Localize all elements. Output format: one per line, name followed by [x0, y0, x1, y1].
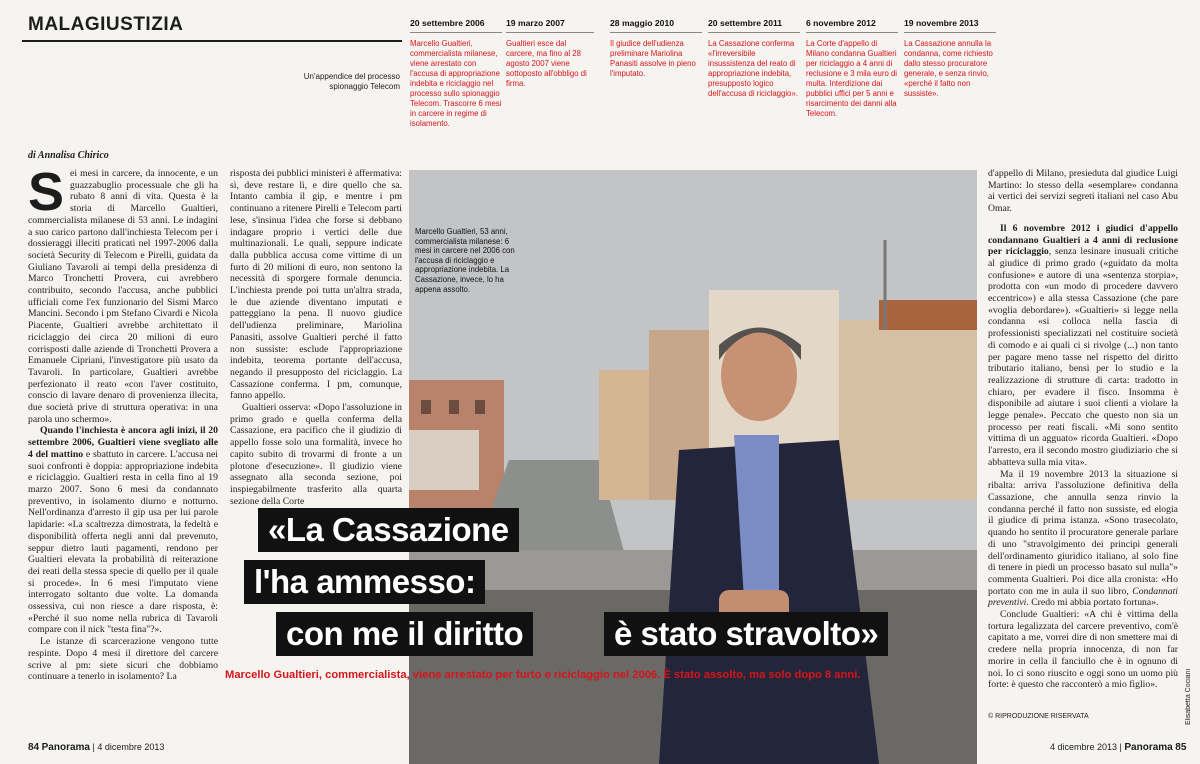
copyright-notice: © RIPRODUZIONE RISERVATA — [988, 713, 1089, 720]
intro-note: Un'appendice del processo spionaggio Telecom — [303, 72, 400, 91]
byline: di Annalisa Chirico — [28, 150, 109, 161]
timeline-text: Gualtieri esce dal carcere, ma fino al 28 agosto 2007 viene sottoposto all'obbligo di firma. — [506, 39, 587, 88]
paragraph: . Credo mi abbia portato fortuna». — [1026, 597, 1159, 609]
timeline-date: 6 novembre 2012 — [806, 18, 898, 33]
highlight-text: Il 6 novembre 2012 i giudici d'appello condannano Gualtieri a 4 anni di reclusione per riciclaggio — [988, 222, 1178, 258]
article-column-3 — [988, 168, 1178, 691]
pull-quote-line: con me il diritto — [276, 612, 533, 656]
subtitle: Marcello Gualtieri, commercialista, viene arrestato per furto e riciclaggio nel 2006. È stato assolto, ma solo dopo 8 anni. — [225, 669, 861, 681]
timeline-item — [506, 18, 594, 89]
issue-date: 4 dicembre 2013 — [97, 742, 165, 752]
timeline-date: 20 settembre 2006 — [410, 18, 502, 33]
footer-left: 84 Panorama | 4 dicembre 2013 — [28, 742, 165, 753]
page-number: 85 — [1175, 742, 1187, 753]
timeline-item — [708, 18, 800, 99]
book-title: Condannati preventivi — [988, 585, 1178, 609]
paragraph: e sbattuto in carcere. L'accusa nei suoi confronti è doppia: appropriazione indebita e riciclaggio. Gualtieri resta in cella fino al 19 marzo 2007. Sono 6 mesi da condannato preventivo, in isolamento diurno e notturno. Nell'ordinanza d'arresto il gip usa per lui parole lapidarie: «La scaltrezza dimostrata, la fedeltà e disponibilità offerta negli anni dal prevenuto, seppur dietro lauti pagamenti, rendono per Gualtieri elevata la probabilità di reiterazione dei reati della stessa specie di quello per il quale si procede». In 6 mesi l'imputato viene interrogato soltanto due volte. La domanda ossessiva, cui non riesce a dare risposta, è: «Perché il suo nome nella rubrica di Tavaroli compare con il nick "testa fina"?». — [28, 448, 218, 636]
timeline-item — [904, 18, 996, 99]
pull-quote-line: è stato stravolto» — [604, 612, 888, 656]
paragraph: ei mesi in carcere, da innocente, e un guazzabuglio processuale che gli ha rubato 8 anni di vita. Questa è la storia di Marcello Gualtieri, commercialista milanese di 53 anni. Le indagini a suo carico partono dall'inchiesta Telecom per i dossieraggi illeciti praticati nel 1997-2006 dalla società Security di Telecom e Pirelli, guidata da Giuliano Tavaroli ai tempi della presidenza di Marco Tronchetti Provera, cui avrebbero contribuito, secondo l'accusa, anche pubblici ufficiali come l'ex funzionario del Sismi Marco Mancini. Secondo i pm Stefano Civardi e Nicola Piacente, Gualtieri avrebbe architettato il riciclaggio dei circa 20 milioni di euro corrisposti dalle aziende di Tronchetti Provera a Emanuele Cipriani, l'investigatore più usato da Tavaroli. In particolare, Gualtieri avrebbe perfezionato il reato «con l'aver costituito, conscio di lavare denaro di provenienza illecita, due società prive di struttura operativa: in una parola uno schermo». — [28, 168, 218, 425]
timeline-item — [410, 18, 502, 129]
timeline-text: La Corte d'appello di Milano condanna Gualtieri per riciclaggio a 4 anni di reclusione e 3 mila euro di multa. Interdizione dai pubblici uffici per 5 anni e risarcimento dei danni alla Telecom. — [806, 39, 898, 118]
photo-caption: Marcello Gualtieri, 53 anni, commercialista milanese: 6 mesi in carcere nel 2006 con l'accusa di riciclaggio e appropriazione indebita. La Cassazione, invece, lo ha appena assolto. — [415, 227, 515, 294]
timeline-date: 19 marzo 2007 — [506, 18, 594, 33]
article-column-1 — [28, 162, 218, 683]
highlight-text: Quando l'inchiesta è ancora agli inizi, il 20 settembre 2006, Gualtieri viene svegliato alle 4 del mattino — [28, 425, 218, 460]
timeline-date: 28 maggio 2010 — [610, 18, 702, 33]
timeline-text: La Cassazione conferma «l'irreversibile insussistenza del reato di appropriazione indebita, presupposto logico dell'accusa di riciclaggio». — [708, 39, 798, 98]
magazine-name: Panorama — [41, 742, 90, 753]
drop-cap: S — [28, 162, 65, 222]
timeline-date: 20 settembre 2011 — [708, 18, 800, 33]
pull-quote-line: «La Cassazione — [258, 508, 519, 552]
timeline-text: La Cassazione annulla la condanna, come richiesto dallo stesso procuratore generale, e senza rinvio, «perché il fatto non sussiste». — [904, 39, 993, 98]
timeline-text: Il giudice dell'udienza preliminare Mariolina Panasiti assolve in pieno l'imputato. — [610, 39, 696, 78]
pull-quote-line: l'ha ammesso: — [244, 560, 485, 604]
paragraph: , senza lesinare inusuali critiche al giudice di primo grado («guidato da molta confusione» e autore di una «sentenza storpia», prodotta con «un modo di procedere davvero eccentrico») e alla stessa Cassazione (che pare «voglia debordare»). «Gualtieri» si legge nella condanna «si colloca nella fascia di professionisti specializzati nel costituire società di comodo e ai quali ci si rivolge (...) non tanto per pagare meno tasse nel rispetto del diritto tributario italiano, bensì per lo studio e la realizzazione di strutture di carta: tradotto in chiaro, per evadere il fisco. Insomma è disponibile ad aiutare i suoi clienti a violare la legge penale». Peccato che questo non sia un processo per reati fiscali. «Mi sono sentito vittima di un agguato» ricorda Gualtieri. «Dopo l'arresto, era il secondo mostro giudiziario che si abbatteva sulla mia vita». — [988, 246, 1178, 468]
timeline-item — [806, 18, 898, 119]
section-rule — [22, 40, 402, 42]
paragraph: Ma il 19 novembre 2013 la situazione si ribalta: arriva l'assoluzione definitiva della Cassazione, che annulla senza rinvio la condanna perché il fatto non sussiste, ed elogia il giudice di prima istanza. «Sono trasecolato, quando ho sentito il procuratore generale parlare di uno "stravolgimento dei principi generali dell'ordinamento giuridico italiano, al solo fine di tenere in piedi un processo basato sul nulla"» commenta Gualtieri. Poi dice alla cronista: «Ho portato con me in aula il suo libro, — [988, 468, 1178, 597]
timeline-date: 19 novembre 2013 — [904, 18, 996, 33]
article-column-2 — [230, 168, 402, 507]
paragraph: d'appello di Milano, presieduta dal giudice Luigi Martino: lo stesso della «esemplare» condanna ai vertici dei servizi segreti italiani nel caso Abu Omar. — [988, 168, 1178, 215]
footer-right: 4 dicembre 2013 | Panorama 85 — [1050, 742, 1187, 753]
magazine-name: Panorama — [1124, 742, 1173, 753]
timeline-text: Marcello Gualtieri, commercialista milanese, viene arrestato con l'accusa di appropriazione indebita e riciclaggio nel processo sullo spionaggio Telecom. Trascorre 6 mesi in carcere in regime di isolamento. — [410, 39, 502, 128]
photo-credit: Elisabetta Cociani — [1185, 669, 1192, 726]
section-title: MALAGIUSTIZIA — [28, 14, 184, 35]
issue-date: 4 dicembre 2013 — [1050, 742, 1118, 752]
paragraph: Gualtieri osserva: «Dopo l'assoluzione in primo grado e quella conferma della Cassazione, era pacifico che il giudizio di appello fosse solo una formalità, invece ho capito subito di trovarmi di fronte a un plotone d'esecuzione». Il giudizio viene assegnato alla seconda sezione, poi inspiegabilmente trasferito alla quarta sezione della Corte — [230, 402, 402, 507]
timeline-item — [610, 18, 702, 79]
paragraph: Le istanze di scarcerazione vengono tutte respinte. Dopo 4 mesi il direttore del carcere scrive al pm: siete sicuri che dobbiamo continuare a tenerlo in isolamento? La — [28, 636, 218, 683]
paragraph: Conclude Gualtieri: «A chi è vittima della tortura legalizzata del carcere preventivo, com'è capitato a me, vorrei dire di non smettere mai di credere nella propria innocenza, di non far morire in cella il fanciullo che è in ognuno di noi. Io ci sono riuscito e oggi sono un uomo più forte: è questo che racconterò a mio figlio». — [988, 609, 1178, 691]
page-number: 84 — [28, 742, 40, 753]
paragraph: risposta dei pubblici ministeri è affermativa: sì, deve restare lì, e dire quello che sa. Intanto cambia il gip, e mentre i pm continuano a ritenere Pirelli e Telecom parti lese, s'insinua l'idea che forse si debbano indagare proprio i vertici delle due multinazionali. Le quali, seppure indicate dalla pubblica accusa come vittime di un furto di 20 milioni di euro, non sentono la necessità di sporgere formale denuncia. L'inchiesta prende poi tutta un'altra strada, le due aziende diventano imputati e patteggiano la pena. Il nuovo giudice dell'udienza preliminare, Mariolina Panasiti, assolve Gualtieri perché il fatto non sussiste: esclude l'appropriazione indebita, teorema portante dell'accusa, negando il presupposto del riciclaggio. La Cassazione conferma. I pm, comunque, fanno appello. — [230, 168, 402, 402]
